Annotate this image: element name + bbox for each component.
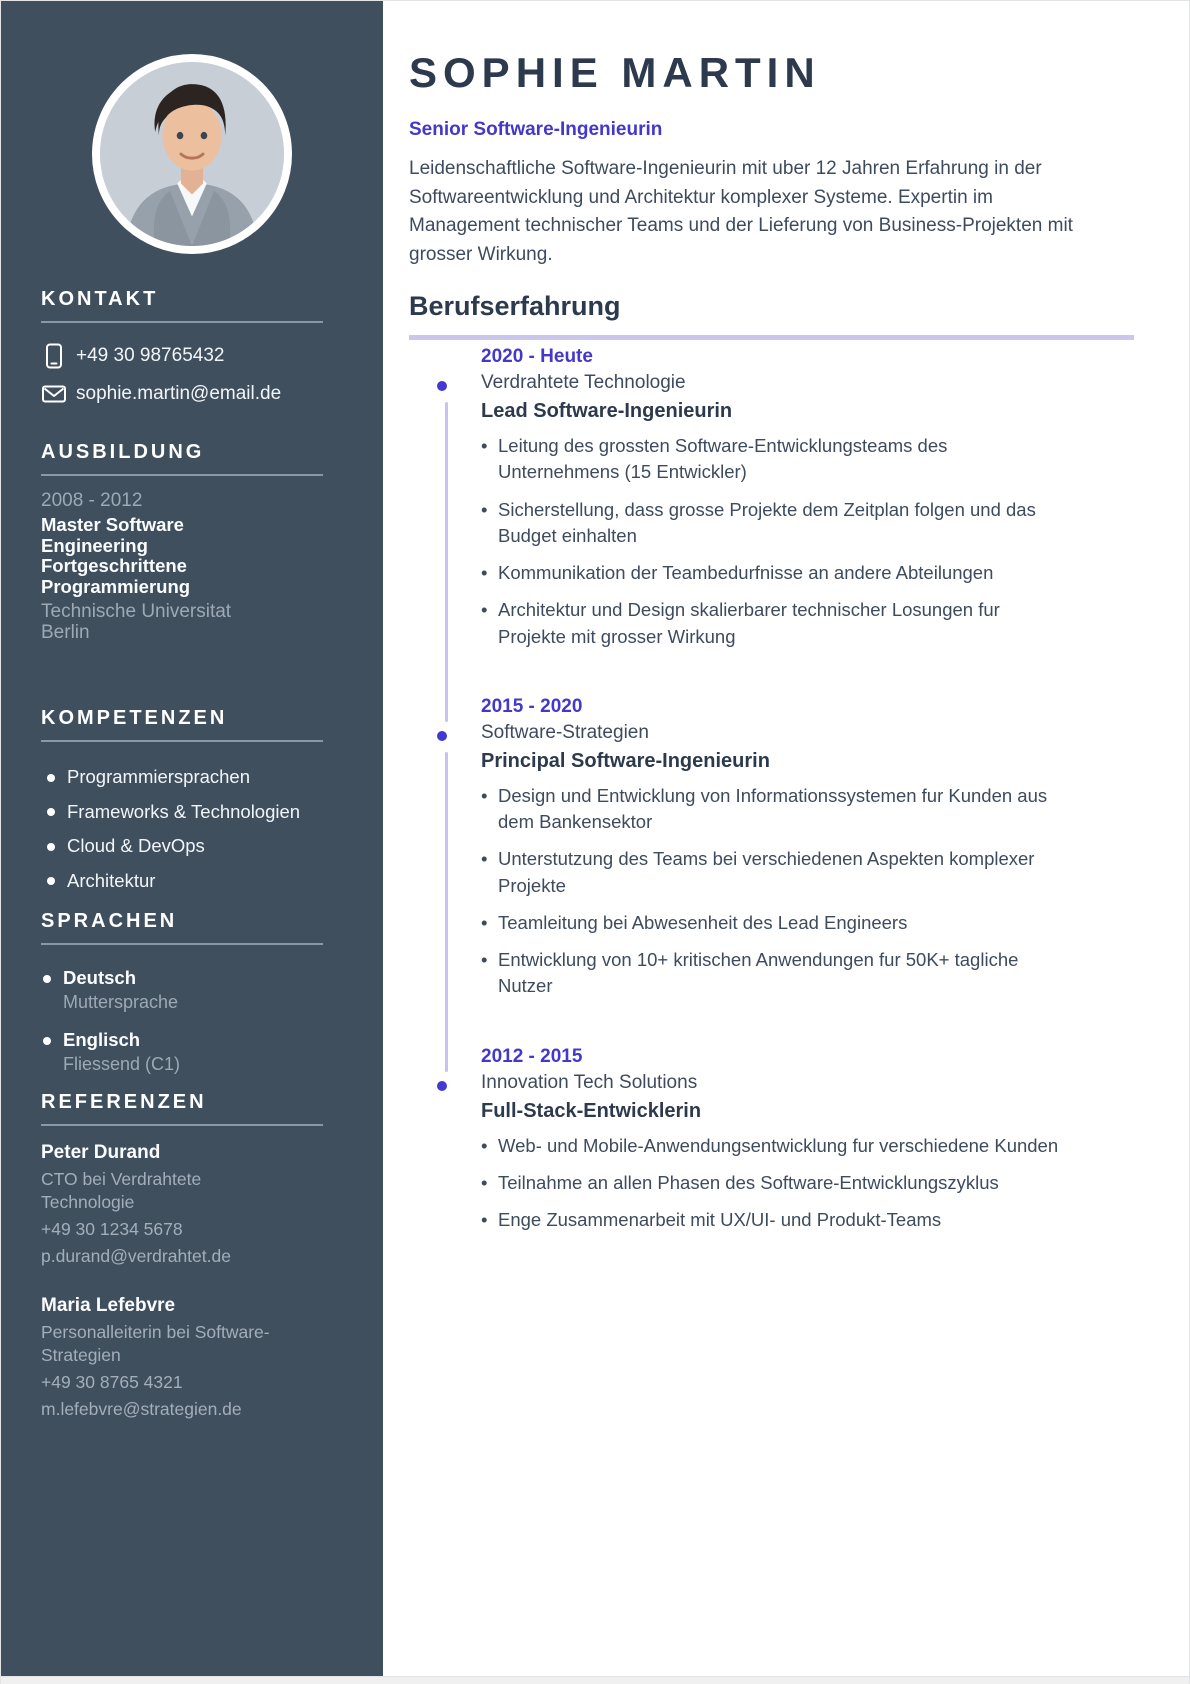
job-company: Verdrahtete Technologie	[481, 372, 686, 393]
timeline-marker-icon	[437, 381, 447, 391]
experience-timeline	[409, 346, 1134, 1234]
job-role: Lead Software-Ingenieurin	[481, 400, 733, 422]
language-item	[41, 967, 323, 1013]
reference-role: CTO bei Verdrahtete Technologie	[41, 1169, 202, 1213]
job-company: Software-Strategien	[481, 721, 649, 743]
kompetenzen-heading: KOMPETENZEN	[41, 707, 228, 730]
skill-item: Programmiersprachen	[41, 766, 323, 789]
job-bullet: • Entwicklung von 10+ kritischen Anwendungen fur 50K+ tagliche Nutzer	[481, 947, 1071, 1000]
job-period: 2012 - 2015	[481, 1045, 583, 1067]
job-entry	[409, 1046, 1134, 1234]
timeline-marker-icon	[437, 1081, 447, 1091]
job-company: Innovation Tech Solutions	[481, 1071, 698, 1093]
mail-icon	[41, 381, 67, 407]
job-bullet: • Teilnahme an allen Phasen des Software-Entwicklungszyklus	[481, 1170, 1071, 1196]
reference-phone: +49 30 1234 5678	[41, 1218, 183, 1239]
language-name: Englisch	[63, 1029, 141, 1051]
job-bullet: • Enge Zusammenarbeit mit UX/UI- und Produkt-Teams	[481, 1207, 1071, 1233]
language-list	[41, 967, 323, 1075]
job-bullet: • Web- und Mobile-Anwendungsentwicklung fur verschiedene Kunden	[481, 1133, 1071, 1159]
job-bullet: • Design und Entwicklung von Informationssystemen fur Kunden aus dem Bankensektor	[481, 783, 1071, 836]
job-entry	[409, 346, 1134, 650]
professional-title: Senior Software-Ingenieurin	[409, 119, 663, 140]
main-content	[383, 1, 1190, 1676]
job-bullet: • Unterstutzung des Teams bei verschiedenen Aspekten komplexer Projekte	[481, 846, 1071, 899]
page-title: SOPHIE MARTIN	[409, 49, 821, 96]
phone-row	[41, 343, 323, 369]
job-period: 2015 - 2020	[481, 695, 583, 717]
reference-email: p.durand@verdrahtet.de	[41, 1245, 231, 1266]
language-level: Fliessend (C1)	[63, 1054, 181, 1075]
education-degree: Master Software Engineering	[41, 514, 184, 556]
skill-item: Frameworks & Technologien	[41, 801, 323, 824]
experience-heading: Berufserfahrung	[409, 291, 621, 321]
phone-icon	[41, 343, 67, 369]
resume-page	[1, 1, 1189, 1676]
job-bullet: • Sicherstellung, dass grosse Projekte dem Zeitplan folgen und das Budget einhalten	[481, 497, 1071, 550]
referenzen-heading: REFERENZEN	[41, 1091, 207, 1114]
profile-photo	[92, 54, 292, 254]
skill-item: Cloud & DevOps	[41, 835, 323, 858]
sprachen-heading: SPRACHEN	[41, 910, 178, 933]
section-kompetenzen	[41, 707, 323, 892]
profile-summary: Leidenschaftliche Software-Ingenieurin mit uber 12 Jahren Erfahrung in der Softwareentwicklung und Architektur komplexer Systeme. Expertin im Management technischer Teams und der Lieferung von Business-Projekten mit grosser Wirkung.	[409, 158, 1073, 265]
reference-name: Peter Durand	[41, 1142, 161, 1164]
education-focus: Fortgeschrittene Programmierung	[41, 555, 191, 598]
section-divider	[41, 740, 323, 742]
language-name: Deutsch	[63, 967, 136, 989]
reference-email: m.lefebvre@strategien.de	[41, 1398, 242, 1419]
email-address: sophie.martin@email.de	[76, 383, 282, 404]
email-row	[41, 381, 323, 407]
job-bullet: • Kommunikation der Teambedurfnisse an andere Abteilungen	[481, 560, 1071, 586]
job-period: 2020 - Heute	[481, 346, 593, 367]
section-divider	[41, 474, 323, 476]
job-bullet: • Leitung des grossten Software-Entwicklungsteams des Unternehmens (15 Entwickler)	[481, 433, 1071, 486]
job-bullet: • Architektur und Design skalierbarer technischer Losungen fur Projekte mit grosser Wirkung	[481, 597, 1071, 650]
skill-list	[41, 766, 323, 892]
job-role: Full-Stack-Entwicklerin	[481, 1099, 702, 1122]
skill-item: Architektur	[41, 870, 323, 893]
experience-heading-underline	[409, 335, 1134, 340]
language-item	[41, 1029, 323, 1075]
reference-card	[41, 1142, 323, 1267]
horizontal-scrollbar[interactable]	[1, 1676, 1189, 1684]
reference-card	[41, 1295, 323, 1420]
phone-number: +49 30 98765432	[76, 345, 225, 366]
education-school: Technische Universitat Berlin	[41, 600, 232, 644]
job-bullet-list	[481, 783, 1134, 1000]
job-entry	[409, 696, 1134, 1000]
section-divider	[41, 943, 323, 945]
job-bullet: • Teamleitung bei Abwesenheit des Lead Engineers	[481, 910, 1071, 936]
reference-name: Maria Lefebvre	[41, 1295, 176, 1317]
section-divider	[41, 1124, 323, 1126]
reference-phone: +49 30 8765 4321	[41, 1371, 183, 1392]
section-sprachen	[41, 910, 323, 1075]
profile-photo-wrap	[41, 54, 343, 254]
reference-role: Personalleiterin bei Software-Strategien	[41, 1322, 270, 1366]
timeline-marker-icon	[437, 731, 447, 741]
kontakt-heading: KONTAKT	[41, 288, 159, 310]
language-level: Muttersprache	[63, 992, 179, 1013]
ausbildung-heading: AUSBILDUNG	[41, 441, 205, 463]
section-divider	[41, 321, 323, 323]
section-ausbildung	[41, 441, 323, 643]
education-period: 2008 - 2012	[41, 490, 143, 511]
job-bullet-list	[481, 433, 1134, 650]
sidebar	[1, 1, 383, 1676]
section-kontakt	[41, 288, 323, 407]
job-role: Principal Software-Ingenieurin	[481, 749, 770, 772]
profile-photo-illustration	[100, 62, 284, 246]
job-bullet-list	[481, 1133, 1134, 1234]
section-referenzen	[41, 1091, 323, 1420]
